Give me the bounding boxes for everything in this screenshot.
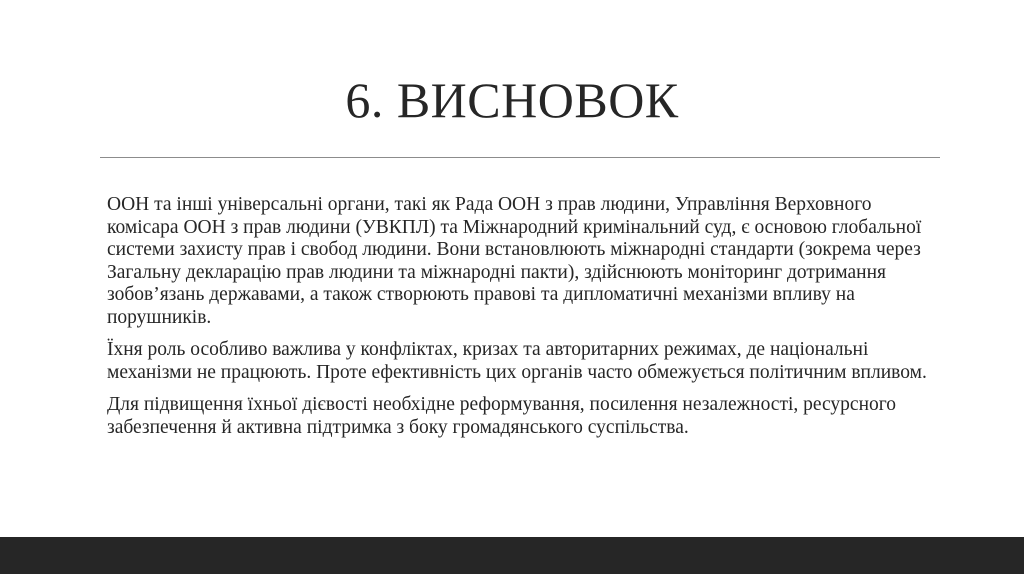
paragraph-3: Для підвищення їхньої дієвості необхідне реформування, посилення незалежності, ресурсного забезпечення й активна підтримка з боку громадянського суспільства. xyxy=(107,394,897,438)
slide-title: 6. ВИСНОВОК xyxy=(345,72,679,128)
slide-body xyxy=(107,194,937,449)
footer-bar xyxy=(0,537,1024,574)
title-divider xyxy=(100,157,940,158)
paragraph-2: Їхня роль особливо важлива у конфліктах, кризах та авторитарних режимах, де національні механізми не працюють. Проте ефективність цих органів часто обмежується політичним впливом. xyxy=(107,339,927,383)
paragraph-1: ООН та інші універсальні органи, такі як Рада ООН з прав людини, Управління Верховного комісара ООН з прав людини (УВКПЛ) та Міжнародний кримінальний суд, є основою глобальної системи захисту прав і свобод людини. Вони встановлюють міжнародні стандарти (зокрема через Загальну декларацію прав людини та міжнародні пакти), здійснюють моніторинг дотримання зобов’язань державами, а також створюють правові та дипломатичні механізми впливу на порушників. xyxy=(107,194,922,328)
